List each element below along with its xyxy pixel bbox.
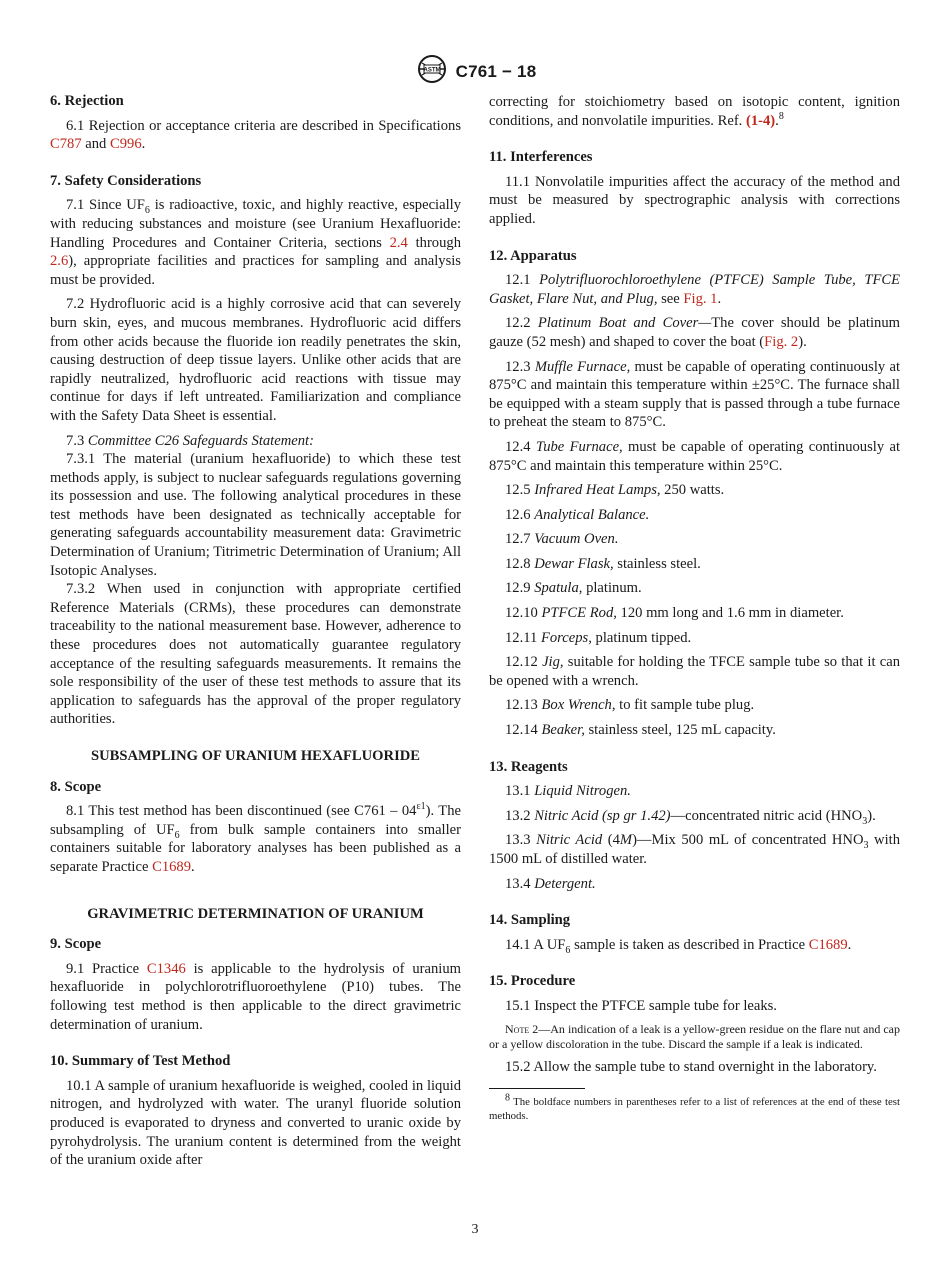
- link-c787[interactable]: C787: [50, 136, 82, 153]
- section-8-heading: 8. Scope: [50, 778, 102, 795]
- section-7-heading: 7. Safety Considerations: [50, 172, 202, 189]
- para-12-13: 12.13 Box Wrench, to fit sample tube plug.: [505, 697, 755, 714]
- svg-text:ASTM: ASTM: [423, 67, 441, 74]
- section-15-heading: 15. Procedure: [489, 973, 576, 990]
- para-13-2: 13.2 Nitric Acid (sp gr 1.42)—concentrated nitric acid $(HNO_3)$.: [505, 807, 876, 827]
- link-ref-1-4[interactable]: (1-4): [745, 112, 776, 129]
- link-c1346[interactable]: C1346: [146, 960, 186, 977]
- para-15-2: 15.2 Allow the sample tube to stand overnight in the laboratory.: [505, 1058, 877, 1075]
- note-2: Note 2—An indication of a leak is a yellow-green residue on the flare nut and cap or a yellow discoloration in the tube. Discard the sample if a leak is indicated.: [489, 1021, 901, 1051]
- section-11-heading: 11. Interferences: [489, 149, 593, 166]
- link-c1689-sampling[interactable]: C1689: [808, 936, 848, 953]
- section-13-heading: 13. Reagents: [489, 758, 568, 775]
- para-11-1: 11.1 Nonvolatile impurities affect the accuracy of the method and must be measured by spectrographic analysis with corrections applied.: [489, 173, 900, 227]
- para-7-3: 7.3 Committee C26 Safeguards Statement:: [66, 432, 314, 449]
- para-6-1: 6.1 Rejection or acceptance criteria are described in Specifications C787 and C996.: [50, 117, 461, 153]
- footnote-8: $^8$ The boldface numbers in parentheses refer to a list of references at the end of these test methods.: [489, 1092, 900, 1123]
- para-13-1: 13.1 Liquid Nitrogen.: [505, 783, 631, 800]
- para-10-1: 10.1 A sample of uranium hexafluoride is weighed, cooled in liquid nitrogen, and hydrolyzed with water. The uranyl fluoride solution produced is evaporated to dryness and converted to uranic oxide by pyrohydrolysis. The uranium content is determined from the weight of the uranium oxide after: [50, 1077, 461, 1169]
- para-8-1: 8.1 This test method has been discontinued (see $C761 - 04^{\varepsilon 1}$). The subsampling of $UF_6$ from bulk sample containers into smaller containers suitable for laboratory analyses has been published as a separate Practice C1689.: [50, 801, 461, 875]
- note-label: Note 2: [505, 1021, 539, 1036]
- para-13-3: 13.3 Nitric Acid (4M)—Mix 500 mL of concentrated $HNO_3$ with 1500 mL of distilled water.: [489, 832, 901, 867]
- document-designation: C761 − 18: [455, 61, 537, 81]
- section-12-heading: 12. Apparatus: [489, 247, 577, 264]
- link-c1689[interactable]: C1689: [152, 858, 192, 875]
- link-c996[interactable]: C996: [110, 136, 142, 153]
- left-column: [50, 92, 461, 1176]
- para-12-3: 12.3 Muffle Furnace, must be capable of operating continuously at 875°C and maintain this temperature within ±25°C. The furnace shall be equipped with a steam supply that is passed through a tube furnace to preheat the steam to 875°C.: [489, 358, 901, 431]
- page-header: [0, 54, 950, 89]
- section-9-heading: 9. Scope: [50, 936, 102, 953]
- para-12-9: 12.9 Spatula, platinum.: [505, 580, 642, 597]
- section-14-heading: 14. Sampling: [489, 912, 571, 929]
- para-12-7: 12.7 Vacuum Oven.: [505, 531, 619, 548]
- gravimetric-heading: GRAVIMETRIC DETERMINATION OF URANIUM: [87, 905, 424, 922]
- para-12-6: 12.6 Analytical Balance.: [505, 506, 650, 523]
- para-12-10: 12.10 PTFCE Rod, 120 mm long and 1.6 mm in diameter.: [505, 605, 844, 622]
- para-14-1: 14.1 A $UF_6$ sample is taken as described in Practice C1689.: [505, 936, 852, 956]
- link-2-4[interactable]: 2.4: [389, 234, 408, 251]
- section-6-heading: 6. Rejection: [50, 93, 124, 109]
- link-fig-2[interactable]: Fig. 2: [764, 333, 799, 350]
- para-12-5: 12.5 Infrared Heat Lamps, 250 watts.: [505, 482, 725, 499]
- subsampling-heading: SUBSAMPLING OF URANIUM HEXAFLUORIDE: [90, 748, 421, 764]
- para-12-8: 12.8 Dewar Flask, stainless steel.: [505, 555, 701, 572]
- para-12-11: 12.11 Forceps, platinum tipped.: [505, 629, 692, 646]
- para-7-3-1: 7.3.1 The material (uranium hexafluoride) to which these test methods apply, is subject to nuclear safeguards regulations governing its possession and use. The following analytical procedures in these test methods have been designated as technically acceptable for generating safeguards accountability measurement data: Gravimetric Determination of Uranium; Titrimetric Determination of Uranium; All Isotopic Analyses.: [50, 451, 461, 579]
- para-7-3-2: 7.3.2 When used in conjunction with appropriate certified Reference Materials (CRMs), these procedures can demonstrate traceability to the national measurement base. However, adherence to these procedures does not automatically guarantee regulatory acceptance of the resulting safeguards measurements. It remains the sole responsibility of the user of these test methods to assure that its application to safeguards has the approval of the proper regulatory authorities.: [50, 581, 461, 728]
- section-10-heading: 10. Summary of Test Method: [50, 1053, 231, 1070]
- link-2-6[interactable]: 2.6: [50, 253, 69, 270]
- para-12-4: 12.4 Tube Furnace, must be capable of operating continuously at 875°C and maintain this temperature within 25°C.: [489, 438, 901, 474]
- para-13-4: 13.4 Detergent.: [505, 875, 596, 892]
- footnote-divider: [489, 1088, 585, 1089]
- para-9-1: 9.1 Practice C1346 is applicable to the hydrolysis of uranium hexafluoride in polychlorotrifluoroethylene (P10) tubes. The following test method is then applicable to the direct gravimetric determination of uranium.: [50, 960, 461, 1033]
- para-10-1-continued: correcting for stoichiometry based on isotopic content, ignition conditions, and nonvolatile impurities. Ref. (1-4).$^8$: [489, 94, 900, 129]
- page-number: 3: [471, 1222, 479, 1237]
- para-7-2: 7.2 Hydrofluoric acid is a highly corrosive acid that can severely burn skin, eyes, and mucous membranes. Hydrofluoric acid differs from other acids because the fluoride ion readily penetrates the skin, causing destruction of deep tissue layers. Unlike other acids that are rapidly neutralized, hydrofluoric acid reactions with tissue may continue for days if left untreated. Familiarization and compliance with the Safety Data Sheet is essential.: [50, 296, 461, 424]
- footnote-ref-8[interactable]: 8: [778, 110, 784, 122]
- astm-logo-icon: [414, 54, 450, 89]
- para-12-14: 12.14 Beaker, stainless steel, 125 mL capacity.: [505, 722, 776, 739]
- para-12-1: 12.1 Polytrifluorochloroethylene (PTFCE) Sample Tube, TFCE Gasket, Flare Nut, and Plug, see Fig. 1.: [489, 272, 901, 307]
- link-fig-1[interactable]: Fig. 1: [683, 290, 718, 307]
- para-12-12: 12.12 Jig, suitable for holding the TFCE sample tube so that it can be opened with a wrench.: [489, 654, 901, 689]
- para-15-1: 15.1 Inspect the PTFCE sample tube for leaks.: [505, 997, 777, 1014]
- right-column: [489, 93, 900, 1123]
- para-12-2: 12.2 Platinum Boat and Cover—The cover should be platinum gauze (52 mesh) and shaped to cover the boat (Fig. 2).: [489, 315, 900, 350]
- para-7-1: 7.1 Since $UF_6$ is radioactive, toxic, and highly reactive, especially with reducing substances and moisture (see Uranium Hexafluoride: Handling Procedures and Container Criteria, sections 2.4 through 2.6), appropriate facilities and practices for sampling and analysis must be provided.: [50, 197, 461, 288]
